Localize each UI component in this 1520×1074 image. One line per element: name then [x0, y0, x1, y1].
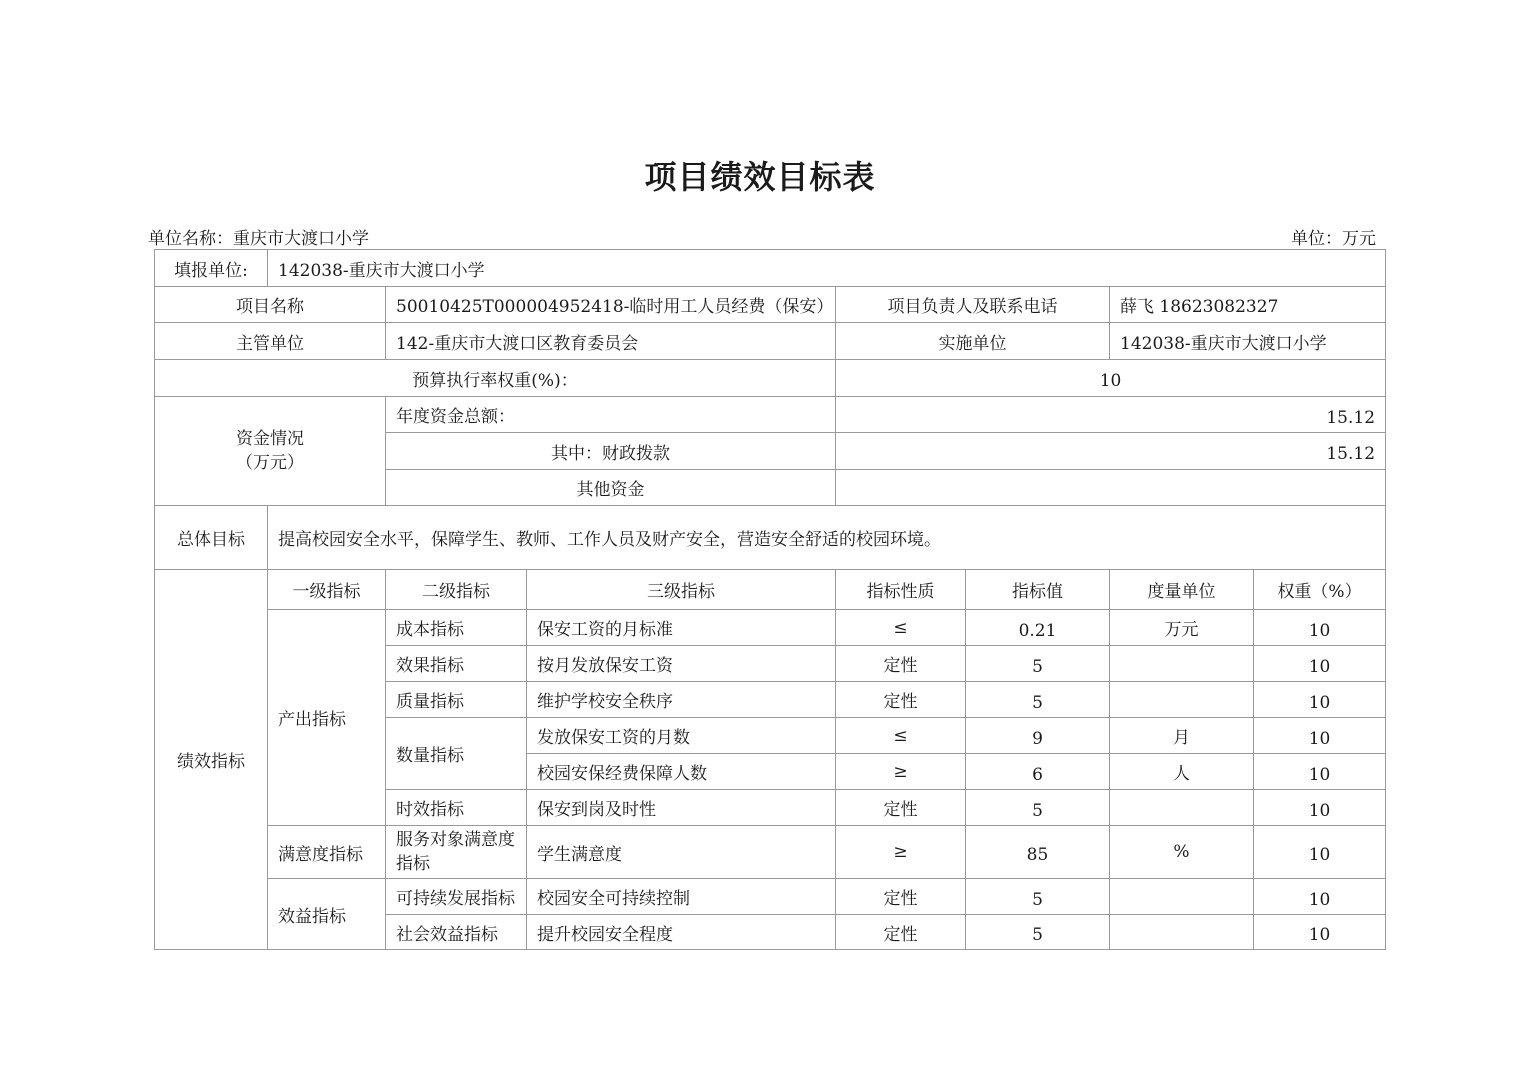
level3-cell: 按月发放保安工资 [527, 646, 836, 682]
level2-cell: 社会效益指标 [386, 915, 527, 950]
other-funds-value [836, 470, 1386, 506]
unit-cell: 万元 [1110, 610, 1254, 646]
header-level1: 一级指标 [268, 570, 386, 610]
value-cell: 9 [966, 718, 1110, 754]
performance-target-table [154, 249, 1386, 950]
value-cell: 5 [966, 879, 1110, 915]
value-cell: 5 [966, 915, 1110, 950]
unit-cell: 月 [1110, 718, 1254, 754]
nature-cell: ≤ [836, 718, 966, 754]
header-value: 指标值 [966, 570, 1110, 610]
unit-name-label: 单位名称：重庆市大渡口小学 [148, 229, 369, 249]
header-level2: 二级指标 [386, 570, 527, 610]
level3-cell: 保安工资的月标准 [527, 610, 836, 646]
level3-cell: 学生满意度 [527, 826, 836, 879]
project-name-label: 项目名称 [155, 287, 386, 323]
level1-benefit: 效益指标 [268, 879, 386, 950]
level2-cell: 数量指标 [386, 718, 527, 790]
value-cell: 85 [966, 826, 1110, 879]
header-unit: 度量单位 [1110, 570, 1254, 610]
level2-cell: 成本指标 [386, 610, 527, 646]
header-nature: 指标性质 [836, 570, 966, 610]
contact-label: 项目负责人及联系电话 [836, 287, 1110, 323]
level3-cell: 发放保安工资的月数 [527, 718, 836, 754]
weight-cell: 10 [1254, 718, 1386, 754]
level2-cell: 效果指标 [386, 646, 527, 682]
funds-label-line1: 资金情况 [236, 429, 304, 449]
budget-rate-row [155, 360, 1386, 397]
budget-rate-value: 10 [836, 360, 1386, 397]
table-row [155, 879, 1386, 915]
weight-cell: 10 [1254, 915, 1386, 950]
value-cell: 6 [966, 754, 1110, 790]
nature-cell: 定性 [836, 646, 966, 682]
unit-cell [1110, 682, 1254, 718]
nature-cell: 定性 [836, 790, 966, 826]
header-weight: 权重（%） [1254, 570, 1386, 610]
value-cell: 5 [966, 646, 1110, 682]
supervisor-row [155, 323, 1386, 360]
annual-total-label: 年度资金总额： [386, 397, 836, 433]
fiscal-label: 其中：财政拨款 [386, 433, 836, 470]
header-level3: 三级指标 [527, 570, 836, 610]
supervisor-value: 142-重庆市大渡口区教育委员会 [386, 323, 836, 360]
funds-label-line2: （万元） [236, 453, 304, 473]
budget-rate-label: 预算执行率权重(%)： [155, 360, 836, 397]
level1-output: 产出指标 [268, 610, 386, 826]
value-cell: 5 [966, 682, 1110, 718]
level3-cell: 维护学校安全秩序 [527, 682, 836, 718]
nature-cell: 定性 [836, 915, 966, 950]
unit-cell [1110, 646, 1254, 682]
supervisor-label: 主管单位 [155, 323, 386, 360]
overall-goal-row [155, 506, 1386, 570]
impl-unit-value: 142038-重庆市大渡口小学 [1110, 323, 1386, 360]
unit-cell [1110, 790, 1254, 826]
level2-cell: 服务对象满意度指标 [386, 826, 527, 879]
annual-total-value: 15.12 [836, 397, 1386, 433]
overall-goal-value: 提高校园安全水平，保障学生、教师、工作人员及财产安全，营造安全舒适的校园环境。 [268, 506, 1386, 570]
weight-cell: 10 [1254, 646, 1386, 682]
weight-cell: 10 [1254, 754, 1386, 790]
nature-cell: ≥ [836, 826, 966, 879]
level3-cell: 校园安保经费保障人数 [527, 754, 836, 790]
unit-cell: % [1110, 826, 1254, 879]
unit-cell: 人 [1110, 754, 1254, 790]
value-cell: 0.21 [966, 610, 1110, 646]
fill-unit-label: 填报单位: [155, 250, 268, 287]
unit-cell [1110, 915, 1254, 950]
weight-cell: 10 [1254, 879, 1386, 915]
fill-unit-value: 142038-重庆市大渡口小学 [268, 250, 1386, 287]
indicator-section-label: 绩效指标 [155, 570, 268, 950]
indicator-header-row [155, 570, 1386, 610]
level2-cell: 可持续发展指标 [386, 879, 527, 915]
fiscal-value: 15.12 [836, 433, 1386, 470]
annual-total-row [155, 397, 1386, 433]
page-title: 项目绩效目标表 [644, 158, 876, 196]
nature-cell: 定性 [836, 879, 966, 915]
table-row [155, 610, 1386, 646]
level3-cell: 保安到岗及时性 [527, 790, 836, 826]
table-row [155, 826, 1386, 879]
currency-unit-label: 单位：万元 [1291, 229, 1376, 249]
weight-cell: 10 [1254, 682, 1386, 718]
fill-unit-row [155, 250, 1386, 287]
project-name-value: 50010425T000004952418-临时用工人员经费（保安） [386, 287, 836, 323]
funds-label [155, 397, 386, 506]
nature-cell: ≥ [836, 754, 966, 790]
nature-cell: 定性 [836, 682, 966, 718]
impl-unit-label: 实施单位 [836, 323, 1110, 360]
project-name-row [155, 287, 1386, 323]
level3-cell: 提升校园安全程度 [527, 915, 836, 950]
level2-cell: 质量指标 [386, 682, 527, 718]
overall-goal-label: 总体目标 [155, 506, 268, 570]
level1-satisfaction: 满意度指标 [268, 826, 386, 879]
weight-cell: 10 [1254, 610, 1386, 646]
unit-cell [1110, 879, 1254, 915]
weight-cell: 10 [1254, 826, 1386, 879]
contact-value: 薛飞 18623082327 [1110, 287, 1386, 323]
level2-cell: 时效指标 [386, 790, 527, 826]
weight-cell: 10 [1254, 790, 1386, 826]
level3-cell: 校园安全可持续控制 [527, 879, 836, 915]
nature-cell: ≤ [836, 610, 966, 646]
value-cell: 5 [966, 790, 1110, 826]
other-funds-label: 其他资金 [386, 470, 836, 506]
